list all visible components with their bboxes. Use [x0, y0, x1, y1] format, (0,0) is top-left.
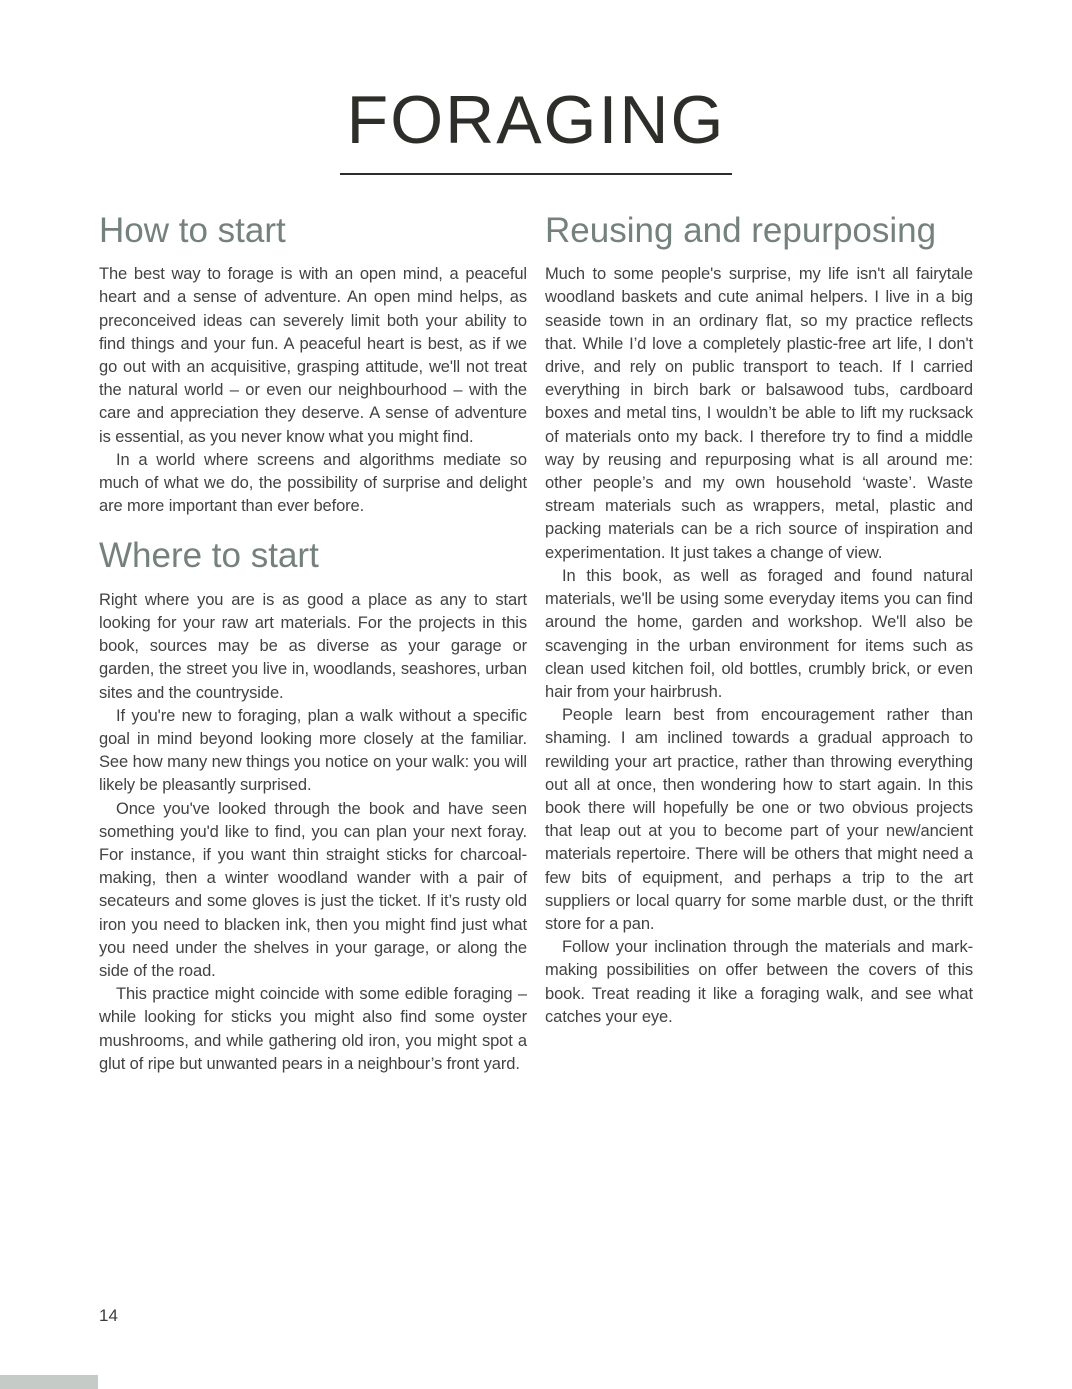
paragraph: Follow your inclination through the materials and mark-making possibilities on offer between the covers of this book. Treat reading it like a foraging walk, and see what catches your eye.	[545, 938, 973, 1026]
paragraph: In this book, as well as foraged and found natural materials, we'll be using some everyday items you can find around the home, garden and workshop. We'll also be scavenging in the urban environment for items such as clean used kitchen foil, old bottles, crumbly brick, or even hair from your hairbrush.	[545, 566, 973, 701]
left-column	[99, 211, 527, 1076]
section-heading: How to start	[99, 211, 286, 250]
two-column-text	[0, 211, 1072, 1076]
paragraph: This practice might coincide with some edible foraging – while looking for sticks you might also find some oyster mushrooms, and while gathering old iron, you might spot a glut of ripe but unwanted pears in a neighbour’s front yard.	[99, 985, 527, 1073]
paragraph: In a world where screens and algorithms mediate so much of what we do, the possibility of surprise and delight are more important than ever before.	[99, 450, 527, 516]
paragraph: If you're new to foraging, plan a walk without a specific goal in mind beyond looking more closely at the familiar. See how many new things you notice on your walk: you will likely be pleasantly surprised.	[99, 706, 527, 795]
paragraph: People learn best from encouragement rather than shaming. I am inclined towards a gradual approach to rewilding your art practice, rather than throwing everything out all at once, then wondering how to start again. In this book there will hopefully be one or two obvious projects that leap out at you to become part of your new/ancient materials repertoire. There will be others that might need a few bits of equipment, and perhaps a trip to the art suppliers or local quarry for some marble dust, or the thrift store for a pan.	[545, 706, 973, 933]
section-heading: Where to start	[99, 536, 319, 576]
section-heading: Reusing and repurposing	[545, 211, 937, 250]
section-how-to-start	[99, 211, 527, 518]
chapter-header	[0, 0, 1072, 175]
section-reusing-and-repurposing	[545, 211, 973, 1029]
paragraph: Once you've looked through the book and have seen something you'd like to find, you can plan your next foray. For instance, if you want thin straight sticks for charcoal-making, then a winter woodland wander with a pair of secateurs and some gloves is just the ticket. If it’s rusty old iron you need to blacken ink, then you might find just what you need under the shelves in your garage, or along the side of the road.	[99, 799, 527, 980]
section-where-to-start	[99, 536, 527, 1076]
paragraph: Much to some people's surprise, my life isn't all fairytale woodland baskets and cute animal helpers. I live in a big seaside town in an ordinary flat, so my practice reflects that. While I’d love a completely plastic-free art life, I don't drive, and rely on public transport to teach. If I carried everything in birch bark or balsawood tubs, cardboard boxes and metal tins, I wouldn’t be able to lift my rucksack of materials onto my back. I therefore try to find a middle way by reusing and repurposing what is all around me: other people’s and my own household ‘waste’. Waste stream materials such as wrappers, metal, plastic and packing materials can be a rich source of inspiration and experimentation. It just takes a change of view.	[545, 265, 973, 562]
paragraph: Right where you are is as good a place as any to start looking for your raw art materials. For the projects in this book, sources may be as diverse as your garage or garden, the street you live in, woodlands, seashores, urban sites and the countryside.	[99, 590, 527, 702]
title-underline-rule	[340, 173, 732, 175]
page-edge-tab	[0, 1375, 98, 1389]
page-number: 14	[99, 1306, 118, 1325]
right-column	[545, 211, 973, 1076]
page-title: FORAGING	[346, 82, 726, 158]
paragraph: The best way to forage is with an open mind, a peaceful heart and a sense of adventure. An open mind helps, as preconceived ideas can severely limit both your ability to find things and your fun. A peaceful heart is best, as if we go out with an acquisitive, grasping attitude, we'll not treat the natural world – or even our neighbourhood – with the care and appreciation they deserve. A sense of adventure is essential, as you never know what you might find.	[99, 265, 527, 446]
